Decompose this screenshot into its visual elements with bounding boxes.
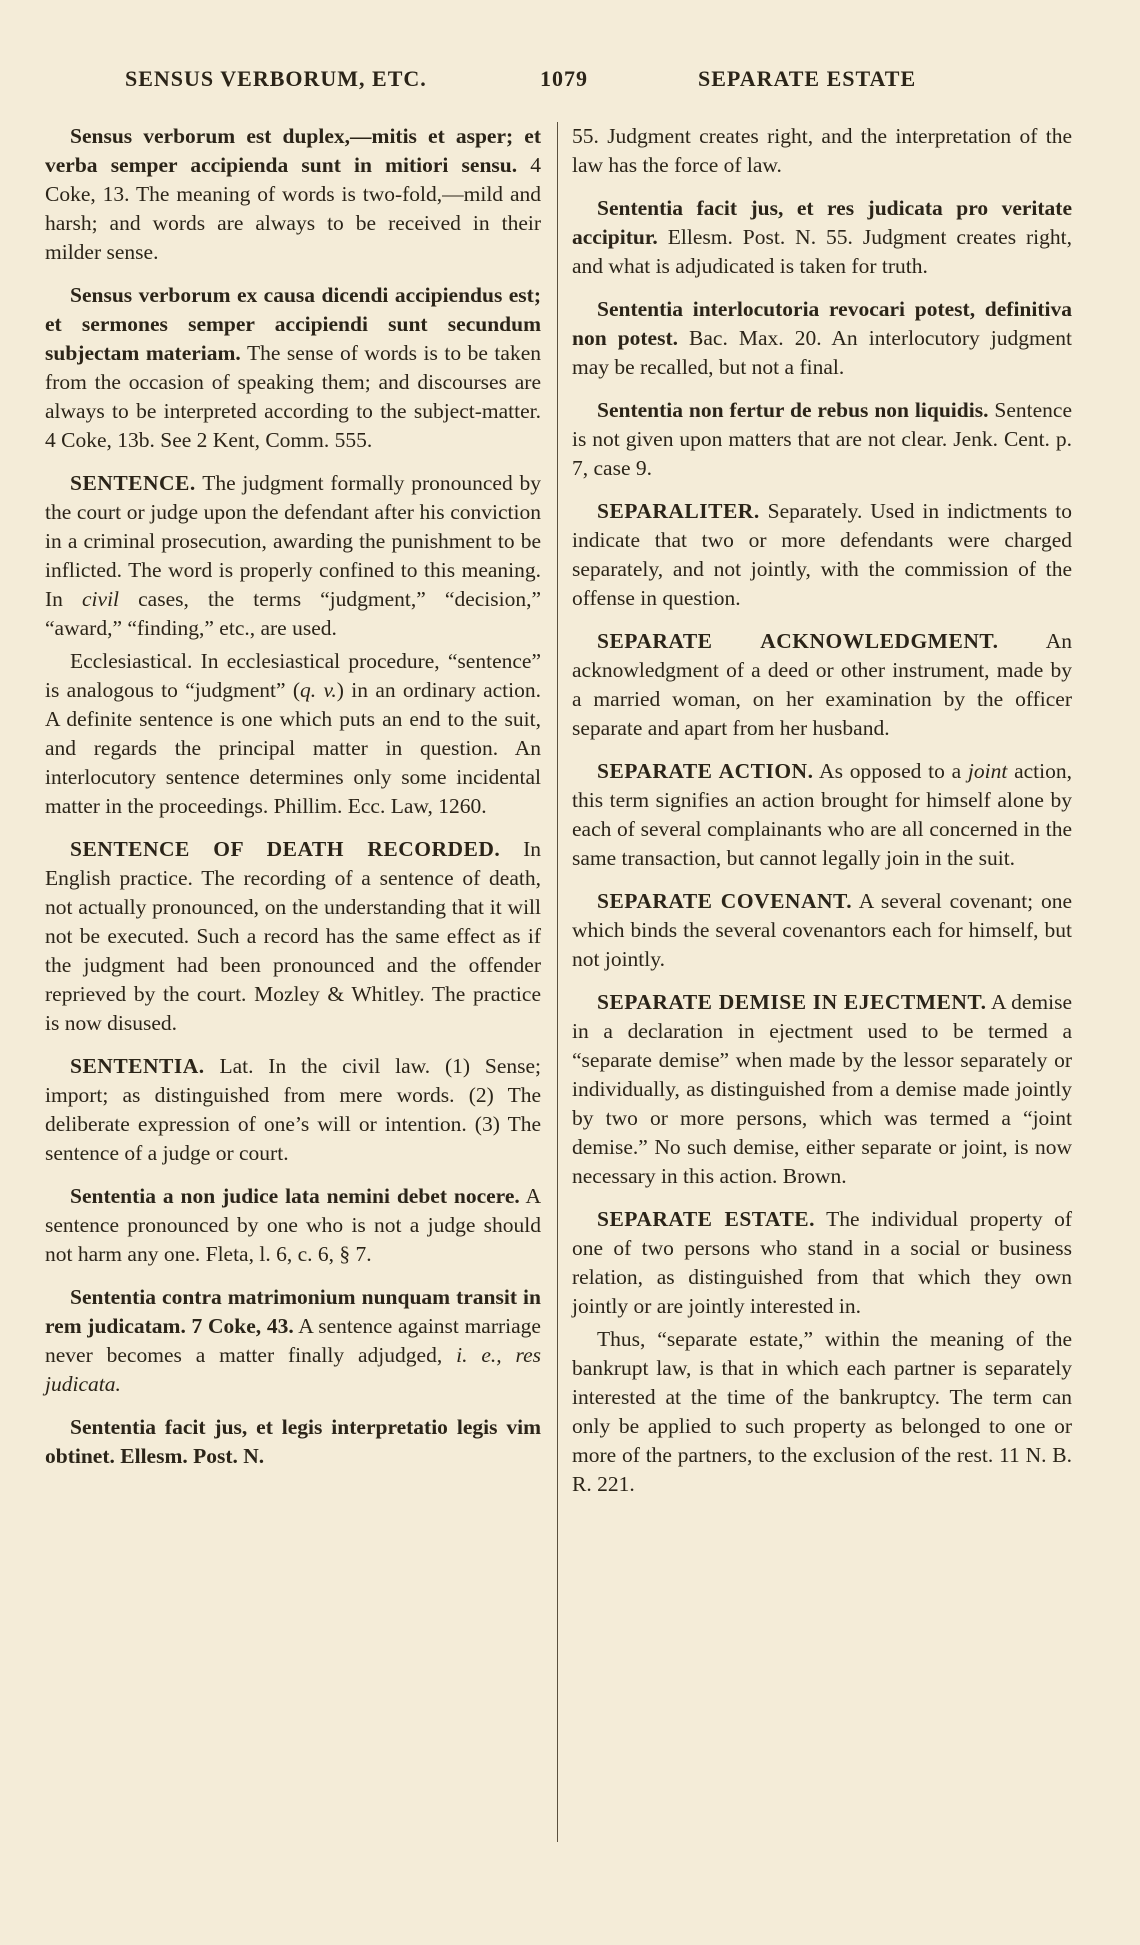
entry-sensus-verborum-ex-causa: [45, 281, 541, 455]
entry-sententia-interlocutoria: [572, 295, 1072, 382]
citation: Ellesm. Post. N.: [120, 1444, 265, 1468]
entry-continuation: [572, 122, 1072, 180]
definition: A several covenant; one which binds the several covenantors each for himself, but not jointly.: [572, 889, 1072, 971]
definition: Lat. In the civil law. (1) Sense; import; as distinguished from mere words. (2) The deliberate expression of one’s will or intention. (3) The sentence of a judge or court.: [45, 1054, 542, 1165]
headword: SENTENTIA.: [70, 1054, 205, 1078]
headword: SEPARATE DEMISE IN EJECTMENT.: [597, 990, 987, 1014]
entry-separate-demise-in-ejectment: [572, 988, 1072, 1191]
definition: Ecclesiastical. In ecclesiastical procedure, “sentence” is analogous to “judgment” (: [45, 649, 541, 702]
definition: Thus, “separate estate,” within the meaning of the bankrupt law, is that in which each partner is separately interested at the time of the bankruptcy. The term can only be applied to such property as belonged to one or more of the partners, to the exclusion of the rest. 11 N. B. R. 221.: [572, 1327, 1072, 1496]
left-column: [45, 122, 541, 1485]
translation: A sentence pronounced by one who is not a judge should not harm any one. Fleta, l. 6, c. 6, § 7.: [45, 1184, 541, 1266]
headword: SEPARATE ESTATE.: [597, 1207, 816, 1231]
maxim-text: Sententia facit jus, et legis interpretatio legis vim obtinet.: [45, 1415, 541, 1468]
maxim-text: Sensus verborum est duplex,—mitis et asper; et verba semper accipienda sunt in mitiori sensu.: [45, 124, 541, 177]
definition: The judgment formally pronounced by the court or judge upon the defendant after his conviction in a criminal prosecution, awarding the punishment to be inflicted. The word is properly confined to this meaning. In: [45, 471, 541, 611]
translation: Bac. Max. 20. An interlocutory judgment may be recalled, but not a final.: [572, 326, 1073, 379]
citation: 7 Coke, 43.: [191, 1314, 294, 1338]
translation: The meaning of words is two-fold,—mild and harsh; and words are always to be received in their milder sense.: [45, 182, 541, 264]
entry-sententia-facit-jus-res-judicata: [572, 194, 1072, 281]
maxim-text: Sententia facit jus, et res judicata pro veritate accipitur.: [572, 196, 1072, 249]
continuation-text: 55. Judgment creates right, and the interpretation of the law has the force of law.: [572, 124, 1072, 177]
entry-sententia-contra-matrimonium: [45, 1283, 541, 1399]
entry-separate-action: [572, 757, 1072, 873]
headword: SEPARATE ACTION.: [597, 759, 814, 783]
italic-term: civil: [82, 587, 120, 611]
headword: SEPARATE ACKNOWLEDGMENT.: [597, 629, 999, 653]
italic-term: q. v.: [300, 678, 337, 702]
entry-sententia-non-fertur: [572, 396, 1072, 483]
italic-term: joint: [967, 759, 1008, 783]
definition: The individual property of one of two persons who stand in a social or business relation, as distinguished from that which they own jointly or are jointly interested in.: [572, 1207, 1072, 1318]
definition: Separately. Used in indictments to indicate that two or more defendants were charged separately, and not jointly, with the commission of the offense in question.: [572, 499, 1072, 610]
right-column: [572, 122, 1072, 1513]
definition: In English practice. The recording of a sentence of death, not actually pronounced, on the understanding that it will not be executed. Such a record has the same effect as if the judgment had been pronounced and the offender reprieved by the court. Mozley & Whitley. The practice is now disused.: [45, 837, 542, 1035]
entry-separate-estate: [572, 1205, 1072, 1321]
column-divider: [557, 122, 558, 1842]
entry-separate-estate-bankrupt: [572, 1325, 1072, 1499]
definition: As opposed to a: [819, 759, 962, 783]
entry-sententia: [45, 1052, 541, 1168]
headword: SENTENCE.: [70, 471, 196, 495]
headword: SENTENCE OF DEATH RECORDED.: [70, 837, 501, 861]
definition: A demise in a declaration in ejectment used to be termed a “separate demise” when made by the lessor separately or individually, as distinguished from a demise made jointly by two or more persons, which was termed a “joint demise.” No such demise, either separate or joint, is now necessary in this action. Brown.: [572, 990, 1072, 1188]
maxim-text: Sententia a non judice lata nemini debet nocere.: [70, 1184, 520, 1208]
definition-cont: ) in an ordinary action. A definite sentence is one which puts an end to the suit, and regards the principal matter in question. An interlocutory sentence determines only some incidental matter in the proceedings. Phillim. Ecc. Law, 1260.: [45, 678, 541, 818]
entry-sentence-ecclesiastical: [45, 647, 541, 821]
definition-cont: action, this term signifies an action brought for himself alone by each of several complainants who are all concerned in the same transaction, but cannot legally join in the suit.: [572, 759, 1073, 870]
entry-sententia-a-non-judice: [45, 1182, 541, 1269]
citation: 4 Coke, 13.: [45, 153, 542, 206]
page-number: 1079: [540, 66, 588, 91]
maxim-text: Sententia contra matrimonium nunquam transit in rem judicatam.: [45, 1285, 541, 1338]
translation: The sense of words is to be taken from the occasion of speaking them; and discourses are always to be interpreted according to the subject-matter. 4 Coke, 13b. See 2 Kent, Comm. 555.: [45, 341, 541, 452]
translation: A sentence against marriage never becomes a matter finally adjudged,: [45, 1314, 541, 1367]
italic-term: i. e., res judicata.: [45, 1343, 542, 1396]
entry-sentence-of-death-recorded: [45, 835, 541, 1038]
entry-sensus-verborum-duplex: [45, 122, 541, 267]
header-right-guide-word: SEPARATE ESTATE: [698, 66, 917, 91]
entry-separaliter: [572, 497, 1072, 613]
maxim-text: Sententia interlocutoria revocari potest, definitiva non potest.: [572, 297, 1072, 350]
maxim-text: Sensus verborum ex causa dicendi accipiendus est; et sermones semper accipiendi sunt secundum subjectam materiam.: [45, 283, 541, 365]
header-left-guide-word: SENSUS VERBORUM, ETC.: [125, 66, 427, 91]
entry-sententia-facit-jus-legis: [45, 1413, 541, 1471]
entry-sentence: [45, 469, 541, 643]
translation: Ellesm. Post. N. 55. Judgment creates right, and what is adjudicated is taken for truth.: [572, 225, 1073, 278]
translation: Sentence is not given upon matters that are not clear. Jenk. Cent. p. 7, case 9.: [572, 398, 1072, 480]
headword: SEPARATE COVENANT.: [597, 889, 853, 913]
definition: An acknowledgment of a deed or other instrument, made by a married woman, on her examination by the officer separate and apart from her husband.: [572, 629, 1072, 740]
maxim-text: Sententia non fertur de rebus non liquidis.: [597, 398, 989, 422]
running-header: [0, 66, 1140, 106]
definition-cont: cases, the terms “judgment,” “decision,” “award,” “finding,” etc., are used.: [45, 587, 542, 640]
entry-separate-covenant: [572, 887, 1072, 974]
headword: SEPARALITER.: [597, 499, 760, 523]
entry-separate-acknowledgment: [572, 627, 1072, 743]
